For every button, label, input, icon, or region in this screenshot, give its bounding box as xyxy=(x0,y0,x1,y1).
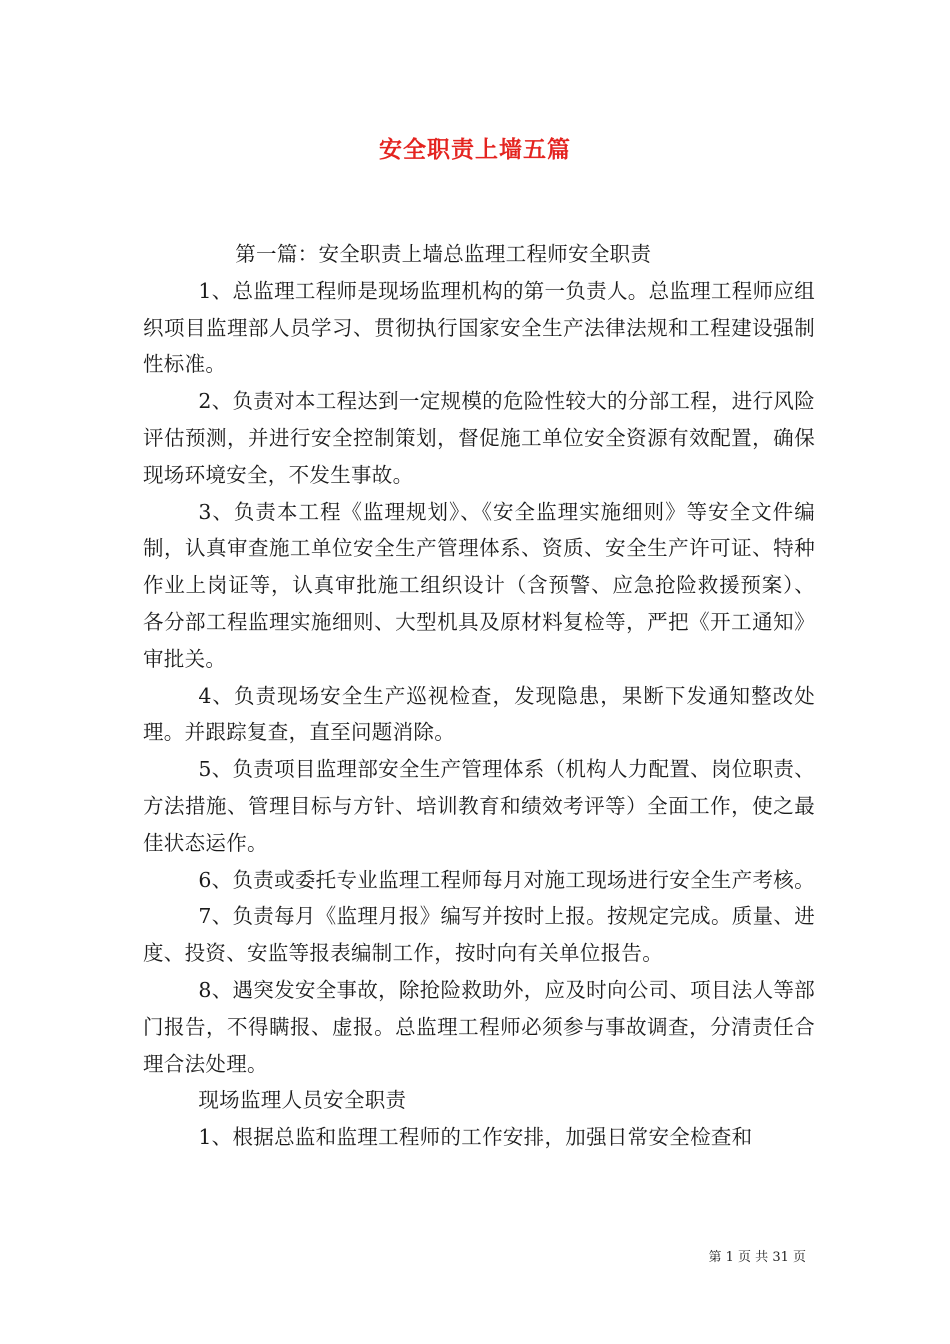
paragraph-item: 7、负责每月《监理月报》编写并按时上报。按规定完成。质量、进度、投资、安监等报表编制工作，按时向有关单位报告。 xyxy=(143,904,815,966)
paragraph-item: 8、遇突发安全事故，除抢险救助外，应及时向公司、项目法人等部门报告，不得瞒报、虚报。总监理工程师必须参与事故调查，分清责任合理合法处理。 xyxy=(143,977,815,1076)
paragraph-item: 3、负责本工程《监理规划》、《安全监理实施细则》等安全文件编制，认真审查施工单位安全生产管理体系、资质、安全生产许可证、特种作业上岗证等，认真审批施工组织设计（含预警、应急抢险救援预案）、各分部工程监理实施细则、大型机具及原材料复检等，严把《开工通知》审批关。 xyxy=(143,499,815,671)
section-heading: 第一篇：安全职责上墙总监理工程师安全职责 xyxy=(235,242,652,266)
paragraph-item: 4、负责现场安全生产巡视检查，发现隐患，果断下发通知整改处理。并跟踪复查，直至问题消除。 xyxy=(143,683,815,745)
document-title: 安全职责上墙五篇 xyxy=(379,136,571,163)
paragraph-item: 5、负责项目监理部安全生产管理体系（机构人力配置、岗位职责、方法措施、管理目标与方针、培训教育和绩效考评等）全面工作，使之最佳状态运作。 xyxy=(143,757,815,855)
paragraph-item: 6、负责或委托专业监理工程师每月对施工现场进行安全生产考核。 xyxy=(198,867,815,892)
document-body xyxy=(143,236,815,1156)
page-number-footer: 第 1 页 共 31 页 xyxy=(708,1250,806,1265)
paragraph-item: 2、负责对本工程达到一定规模的危险性较大的分部工程，进行风险评估预测，并进行安全控制策划，督促施工单位安全资源有效配置，确保现场环境安全，不发生事故。 xyxy=(143,389,815,487)
paragraph-item: 1、总监理工程师是现场监理机构的第一负责人。总监理工程师应组织项目监理部人员学习、贯彻执行国家安全生产法律法规和工程建设强制性标准。 xyxy=(143,278,815,377)
subsection-heading: 现场监理人员安全职责 xyxy=(198,1088,407,1113)
paragraph-item: 1、根据总监和监理工程师的工作安排，加强日常安全检查和 xyxy=(198,1125,753,1150)
